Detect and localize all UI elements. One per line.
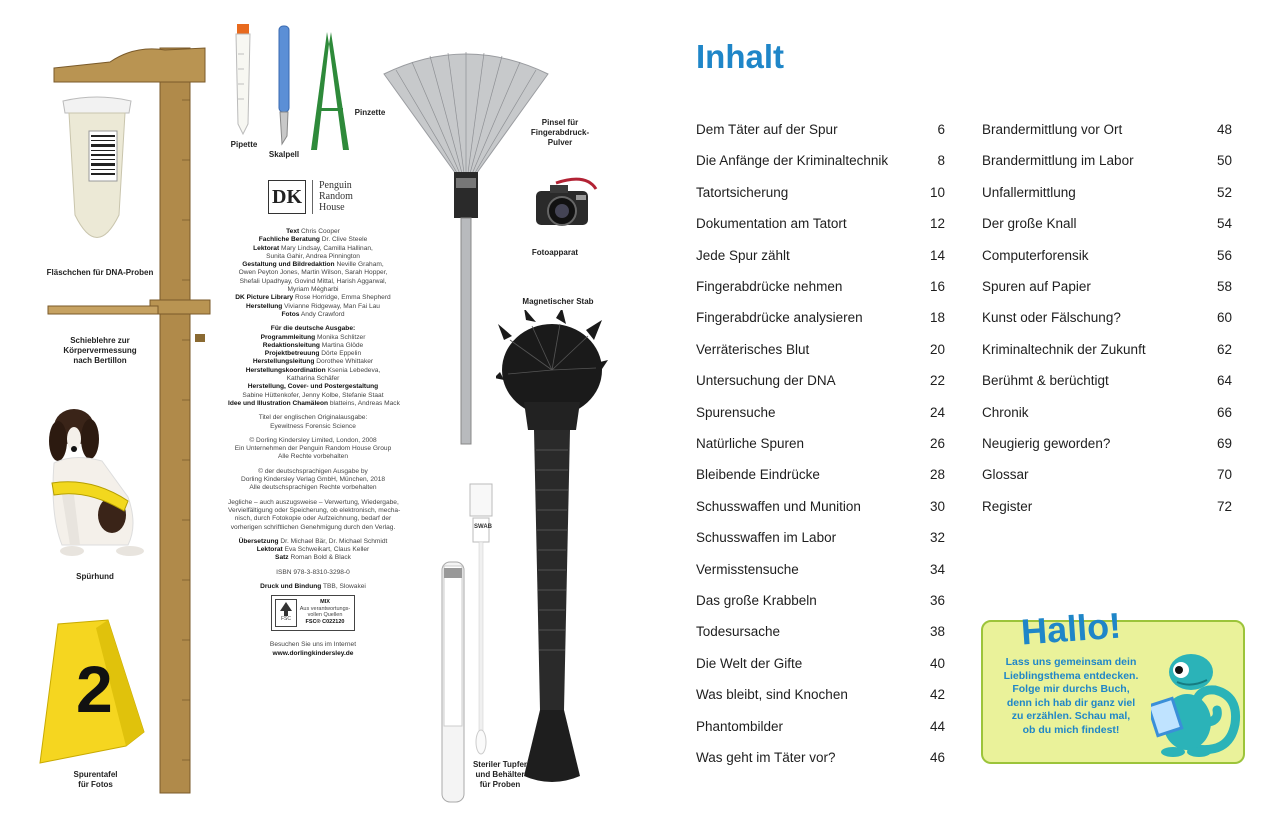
caption-marker: Spurentafel für Fotos — [73, 770, 118, 789]
imprint-credit-line: Redaktionsleitung Martina Glöde — [262, 341, 364, 349]
toc-entry-page: 14 — [929, 247, 945, 263]
camera-illustration — [526, 175, 604, 235]
imprint-credit-line: Übersetzung Dr. Michael Bär, Dr. Michael Schmidt — [238, 537, 388, 545]
toc-entry-page: 36 — [929, 593, 945, 608]
sniffer-dog-illustration — [32, 405, 157, 565]
toc-entry-title: Register — [982, 498, 1033, 514]
imprint-credit-line: Sabine Hüttenkofer, Jenny Kolbe, Stefanie Staat — [242, 391, 384, 399]
toc-entry[interactable] — [982, 153, 1232, 171]
toc-title: Inhalt — [696, 38, 784, 75]
toc-entry[interactable] — [982, 122, 1232, 140]
toc-entry-title: Glossar — [982, 467, 1029, 483]
isbn: ISBN 978-3-8310-3298-0 — [276, 568, 350, 576]
toc-entry-page: 64 — [1216, 373, 1232, 389]
toc-entry[interactable] — [696, 405, 945, 423]
toc-entry-page: 72 — [1216, 498, 1232, 514]
toc-entry[interactable] — [696, 153, 945, 171]
fsc-tree-icon — [278, 601, 294, 617]
toc-entry-title: Neugierig geworden? — [982, 436, 1111, 451]
toc-entry[interactable] — [696, 436, 945, 454]
imprint-credit-line: Fachliche Beratung Dr. Clive Steele — [258, 236, 368, 244]
toc-entry-page: 28 — [929, 467, 945, 483]
toc-entry-title: Fingerabdrücke nehmen — [696, 279, 843, 294]
toc-entry-title: Kunst oder Fälschung? — [982, 310, 1121, 326]
toc-entry-page: 50 — [1216, 153, 1232, 169]
toc-entry-title: Vermisstensuche — [696, 561, 799, 577]
toc-entry[interactable] — [982, 279, 1232, 297]
toc-entry[interactable] — [982, 216, 1232, 234]
toc-entry-title: Natürliche Spuren — [696, 436, 805, 451]
toc-entry-page: 32 — [929, 530, 945, 546]
swab-label: SWAB — [474, 524, 492, 530]
fsc-badge: FSC MIX Aus verantwortungs-vollen Quellen FSC® C022120 — [271, 595, 355, 631]
caption-camera: Fotoapparat — [531, 248, 579, 257]
toc-entry-title: Die Anfänge der Kriminaltechnik — [696, 153, 889, 169]
toc-entry-page: 8 — [937, 153, 945, 169]
toc-entry[interactable] — [982, 310, 1232, 328]
toc-entry[interactable] — [696, 122, 945, 140]
toc-entry-page: 70 — [1216, 467, 1232, 483]
hallo-title: Hallo! — [1019, 604, 1123, 653]
toc-entry-page: 58 — [1216, 279, 1232, 294]
toc-entry-title: Der große Knall — [982, 216, 1077, 232]
toc-entry[interactable] — [696, 750, 945, 768]
toc-entry[interactable] — [696, 373, 945, 391]
toc-entry-page: 56 — [1216, 247, 1232, 263]
caption-caliper: Schieblehre zur Körpervermessung nach Bertillon — [63, 336, 137, 365]
toc-entry-page: 34 — [929, 561, 945, 577]
toc-entry[interactable] — [982, 342, 1232, 360]
imprint-credit-line: Idee und Illustration Chamäleon blatteins, Andreas Mack — [228, 399, 400, 407]
toc-entry-page: 22 — [929, 373, 945, 389]
toc-entry-title: Phantombilder — [696, 718, 784, 734]
toc-entry[interactable] — [696, 687, 945, 705]
imprint-credit-line: Herstellungskoordination Ksenia Lebedeva, — [245, 366, 381, 374]
imprint-credit-line: Sunita Gahir, Andrea Pinnington — [266, 252, 360, 260]
toc-entry[interactable] — [982, 405, 1232, 423]
toc-entry-page: 69 — [1216, 436, 1232, 451]
toc-entry-page: 26 — [929, 436, 945, 451]
imprint-credits-translation — [228, 538, 398, 563]
magnetic-wand-illustration — [496, 310, 608, 788]
toc-entry-title: Schusswaffen und Munition — [696, 498, 861, 514]
publisher-logo — [268, 180, 398, 214]
penguin-random-house-logo: Penguin Random House — [319, 180, 353, 213]
toc-entry-page: 20 — [929, 341, 945, 357]
imprint-credit-line: Programmleitung Monika Schlitzer — [260, 333, 366, 341]
toc-entry-title: Todesursache — [696, 624, 781, 640]
caption-pipette: Pipette — [230, 140, 258, 149]
toc-entry-title: Dokumentation am Tatort — [696, 216, 847, 232]
toc-entry[interactable] — [696, 719, 945, 737]
toc-entry-title: Bleibende Eindrücke — [696, 467, 820, 483]
toc-entry-title: Dem Täter auf der Spur — [696, 122, 838, 137]
toc-entry-page: 24 — [929, 404, 945, 420]
toc-entry-page: 10 — [929, 184, 945, 200]
toc-entry-title: Verräterisches Blut — [696, 341, 810, 357]
toc-entry[interactable] — [696, 593, 945, 611]
toc-entry-page: 12 — [929, 216, 945, 232]
toc-entry-title: Chronik — [982, 404, 1029, 420]
caption-magnetic-wand: Magnetischer Stab — [522, 297, 594, 306]
imprint: Text Chris Cooper Fachliche Beratung Dr. Clive Steele Lektorat Mary Lindsay, Camilla Hallinan, Sunita Gahir, Andrea Pinnington Gestaltung und Bildredaktion Neville Graham, Owen Peyton Jones, Martin Wilson, Sarah Hopper, Shefali Upadhyay, Govind Mittal, Harish Aggarwal, Myriam Mégharbi DK Picture Library Rose Horridge, Emma Shepherd Herstellung Vivianne Ridgeway, Man Fai Lau Fotos Andy Crawford Für die deutsche Ausgabe: Programmleitung Monika Schlitzer Redaktionsleitung Martina Glöde Projektbetreuung Dörte Eppelin Herstellungsleitung Dorothee Whittaker Herstellungskoordination Ksenia Lebedeva, Katharina Schäfer Herstellung, Cover- und Postergestaltung Sabine Hüttenkofer, Jenny Kolbe, Stefanie Staat Idee und Illustration Chamäleon blatteins, Andreas Mack Titel der englischen Originalausgabe: Eyewitness Forensic Science © Dorling Kindersley Limited, London, 2008 Ein Unternehmen der Penguin Random House Group Alle Rechte vorbehalten © der deutschsprachigen Ausgabe by Dorling Kindersley Verlag GmbH, München, 2018 Alle deutschsprachigen Rechte vorbehalten Jegliche – auch auszugsweise – Verwertung, Wiedergabe, Vervielfältigung oder Speicherung, ob elektronisch, mecha- nisch, durch Fotokopie oder Aufzeichnung, bedarf der vorherigen schriftlichen Genehmigung durch den Verlag. Übersetzung Dr. Michael Bär, Dr. Michael Schmidt Lektorat Eva Schweikart, Claus Keller Satz Roman Bold & Black ISBN 978-3-8310-3298-0 Druck und Bindung TBB, Slowakei FSC MIX Aus verantwortungs-vollen Quellen FSC® C022120 Besuchen Sie uns im Internet www.dorlingkindersley.de — [228, 228, 401, 657]
toc-entry-title: Jede Spur zählt — [696, 247, 790, 263]
imprint-credit-line: Katharina Schäfer — [286, 375, 340, 383]
toc-entry[interactable] — [696, 248, 945, 266]
tweezers-illustration — [305, 30, 355, 155]
caption-brush: Pinsel für Fingerabdruck- Pulver — [530, 118, 590, 147]
toc-entry-page: 52 — [1216, 184, 1232, 200]
toc-entry-page: 44 — [929, 718, 945, 734]
imprint-credit-line: Owen Peyton Jones, Martin Wilson, Sarah Hopper, — [238, 269, 388, 277]
print-credit: Druck und Bindung TBB, Slowakei — [260, 582, 366, 590]
toc-entry-title: Berühmt & berüchtigt — [982, 373, 1109, 389]
toc-entry-title: Was geht im Täter vor? — [696, 750, 836, 765]
toc-entry-page: 6 — [937, 122, 945, 137]
toc-entry-page: 46 — [929, 750, 945, 765]
toc-entry[interactable] — [982, 373, 1232, 391]
toc-entry-page: 38 — [929, 624, 945, 640]
imprint-credit-line: Lektorat Eva Schweikart, Claus Keller — [256, 546, 370, 554]
toc-entry[interactable] — [982, 185, 1232, 203]
imprint-credits-de — [228, 334, 398, 409]
imprint-credit-line: Text Chris Cooper — [286, 228, 340, 235]
toc-entry-title: Die Welt der Gifte — [696, 655, 803, 671]
imprint-credit-line: Lektorat Mary Lindsay, Camilla Hallinan, — [253, 244, 373, 252]
toc-entry-page: 18 — [929, 310, 945, 326]
hallo-text: Lass uns gemeinsam dein Lieblingsthema entdecken. Folge mir durchs Buch, denn ich hab dir ganz viel zu erzählen. Schau mal, ob du mich findest! — [1003, 656, 1139, 736]
imprint-credit-line: Shefali Upadhyay, Govind Mittal, Harish Aggarwal, — [239, 277, 387, 285]
toc-entry-page: 42 — [929, 687, 945, 703]
toc-entry-page: 54 — [1216, 216, 1232, 232]
imprint-credit-line: Satz Roman Bold & Black — [275, 554, 351, 562]
chameleon-icon — [1151, 652, 1241, 760]
toc-entry[interactable] — [982, 499, 1232, 517]
toc-entry[interactable] — [696, 310, 945, 328]
pipette-illustration — [232, 24, 254, 136]
toc-entry[interactable] — [982, 436, 1232, 454]
toc-entry[interactable] — [696, 530, 945, 548]
imprint-credit-line: Fotos Andy Crawford — [281, 310, 345, 318]
toc-entry-page: 30 — [929, 498, 945, 514]
imprint-credit-line: Herstellung, Cover- und Postergestaltung — [247, 383, 379, 391]
imprint-de-heading: Für die deutsche Ausgabe: — [270, 325, 356, 333]
publisher-website: www.dorlingkindersley.de — [272, 649, 354, 657]
toc-entry-page: 48 — [1216, 122, 1232, 137]
caption-dog: Spürhund — [76, 572, 114, 581]
toc-entry-title: Was bleibt, sind Knochen — [696, 687, 848, 703]
imprint-credit-line: Gestaltung und Bildredaktion Neville Graham, — [242, 261, 384, 269]
toc-entry[interactable] — [696, 342, 945, 360]
toc-entry[interactable] — [696, 185, 945, 203]
imprint-credits-en — [228, 228, 398, 319]
toc-entry[interactable] — [982, 467, 1232, 485]
toc-entry-page: 66 — [1216, 404, 1232, 420]
toc-entry[interactable] — [696, 656, 945, 674]
toc-entry[interactable] — [696, 216, 945, 234]
imprint-credit-line: Projektbetreuung Dörte Eppelin — [264, 350, 362, 358]
toc-entry[interactable] — [982, 248, 1232, 266]
toc-entry[interactable] — [696, 562, 945, 580]
toc-entry[interactable] — [696, 467, 945, 485]
caption-swab: Steriler Tupfer und Behälter für Proben — [472, 760, 528, 789]
marker-number: 2 — [76, 652, 113, 726]
toc-entry-title: Das große Krabbeln — [696, 593, 817, 608]
toc-entry-page: 40 — [929, 655, 945, 671]
caption-dna-vial: Fläschchen für DNA-Proben — [46, 268, 154, 277]
dk-logo: DK — [268, 180, 306, 214]
toc-entry-title: Unfallermittlung — [982, 184, 1076, 200]
toc-entry[interactable] — [696, 624, 945, 642]
toc-entry-page: 62 — [1216, 341, 1232, 357]
scalpel-illustration — [274, 24, 296, 146]
toc-entry-title: Computerforensik — [982, 247, 1089, 263]
toc-entry-title: Schusswaffen im Labor — [696, 530, 837, 546]
hallo-box — [981, 604, 1245, 764]
caption-tweezers: Pinzette — [354, 108, 386, 117]
evidence-marker-illustration — [38, 618, 148, 768]
toc-entry-title: Spuren auf Papier — [982, 279, 1091, 294]
toc-entry-title: Brandermittlung vor Ort — [982, 122, 1123, 137]
toc-entry-title: Kriminaltechnik der Zukunft — [982, 341, 1146, 357]
toc-entry-title: Tatortsicherung — [696, 184, 789, 200]
toc-entry-title: Untersuchung der DNA — [696, 373, 836, 389]
toc-entry-page: 60 — [1216, 310, 1232, 326]
imprint-credit-line: DK Picture Library Rose Horridge, Emma Shepherd — [235, 294, 391, 302]
toc-entry-page: 16 — [929, 279, 945, 294]
toc-entry-title: Spurensuche — [696, 404, 776, 420]
imprint-credit-line: Herstellung Vivianne Ridgeway, Man Fai Lau — [246, 302, 380, 310]
toc-entry-title: Fingerabdrücke analysieren — [696, 310, 863, 326]
caption-scalpel: Skalpell — [268, 150, 300, 159]
toc-entry[interactable] — [696, 499, 945, 517]
toc-entry-title: Brandermittlung im Labor — [982, 153, 1134, 169]
toc-entry[interactable] — [696, 279, 945, 297]
imprint-credit-line: Herstellungsleitung Dorothee Whittaker — [252, 358, 374, 366]
imprint-credit-line: Myriam Mégharbi — [287, 286, 339, 294]
dna-vial-illustration — [55, 95, 140, 260]
